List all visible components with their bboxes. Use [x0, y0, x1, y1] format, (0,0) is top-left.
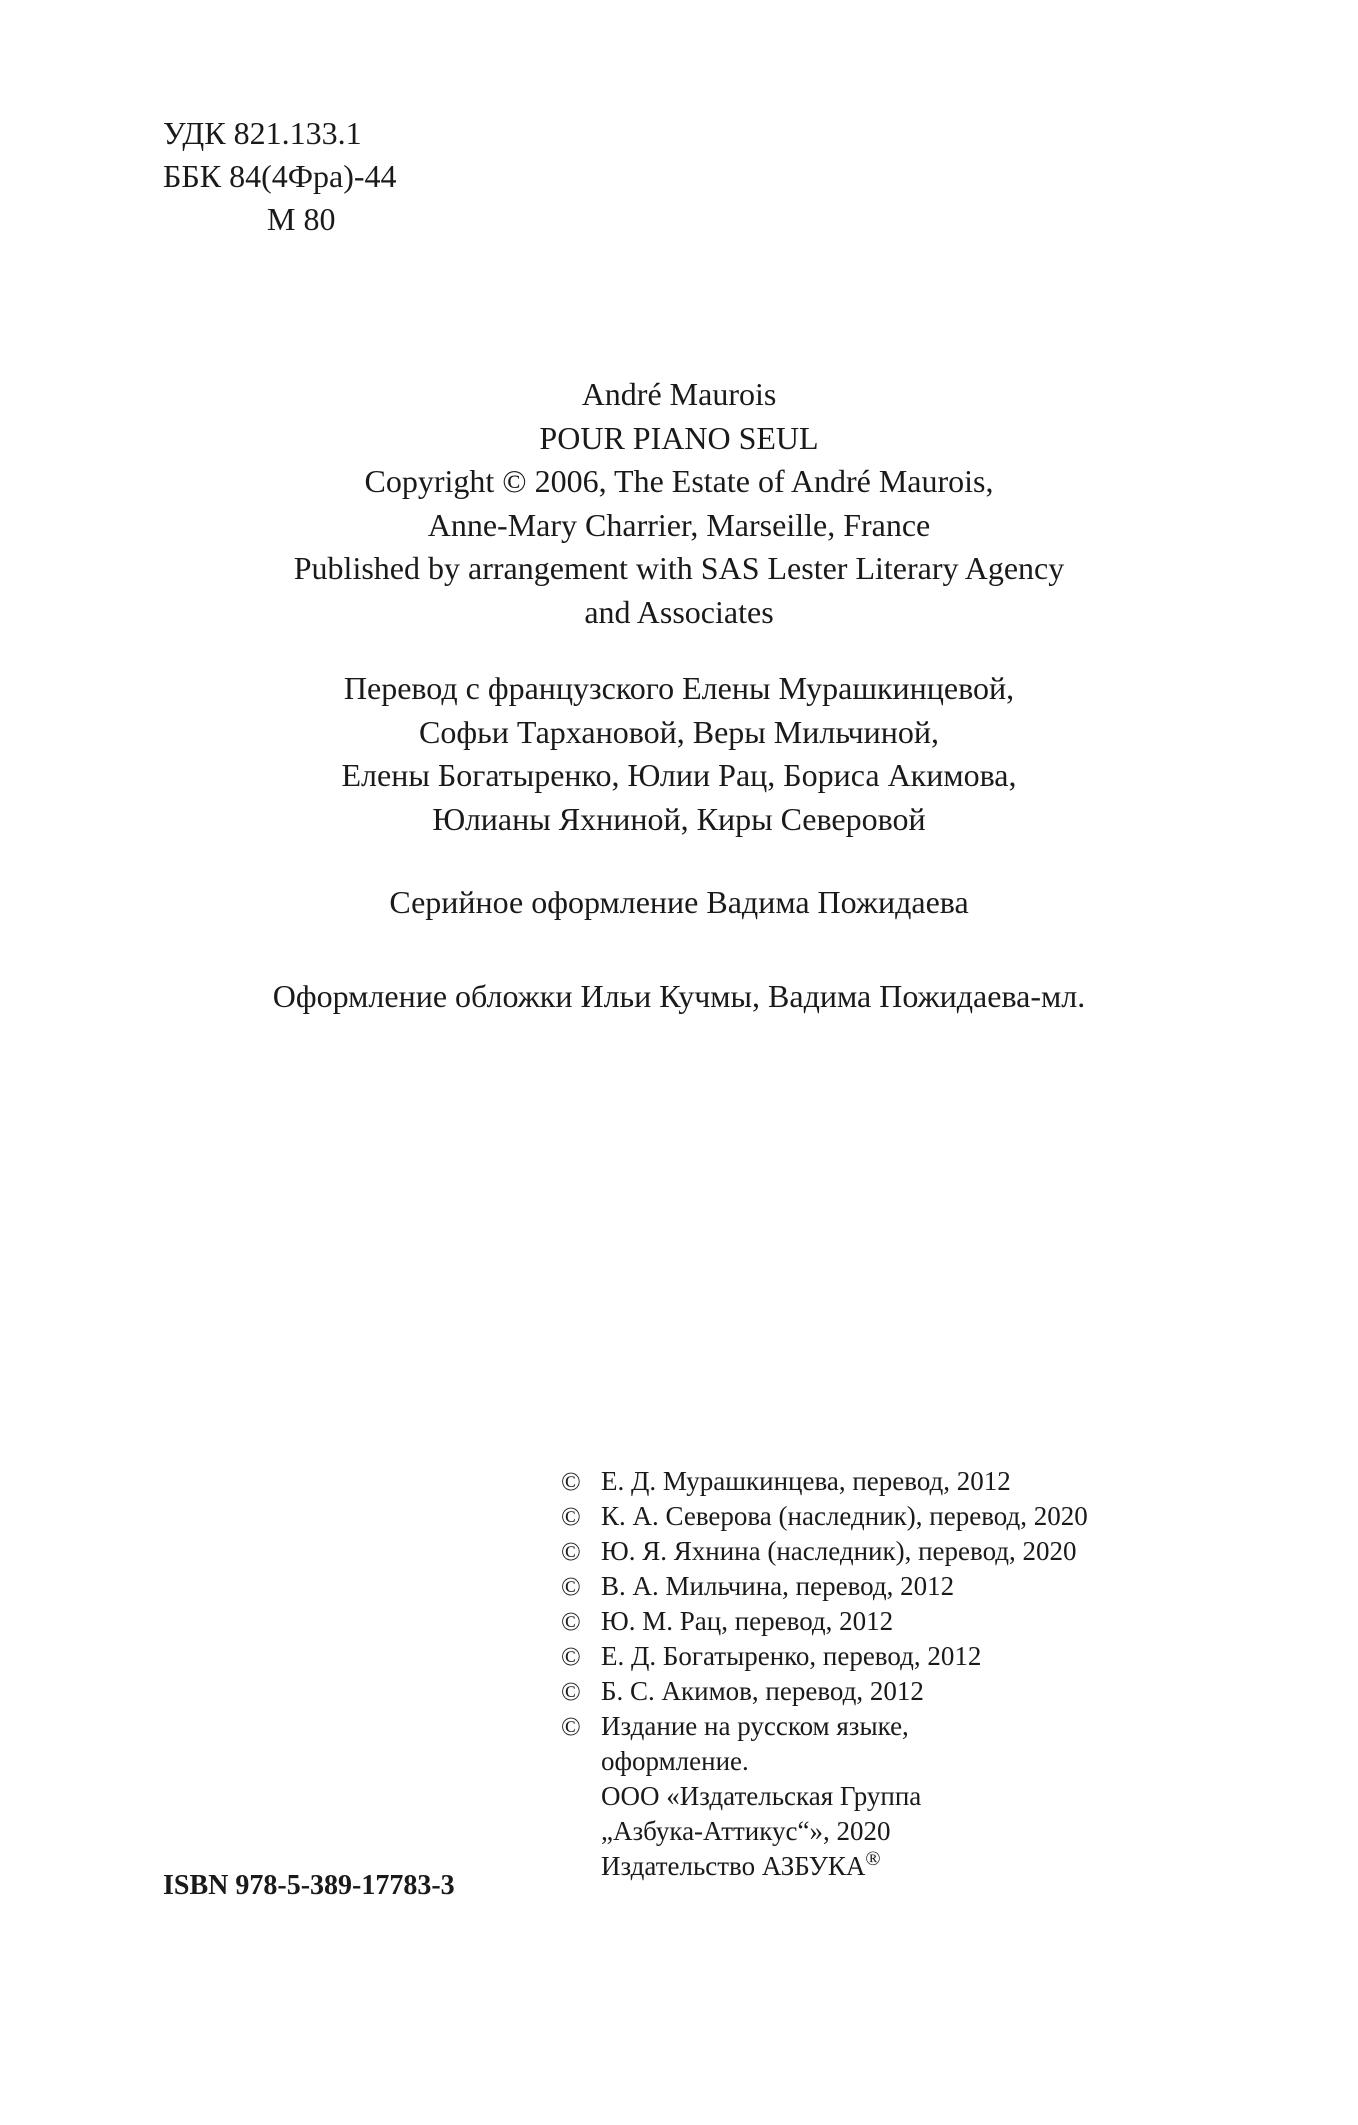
copyright-text: Е. Д. Богатыренко, перевод, 2012 [601, 1641, 982, 1671]
copyright-item [561, 1674, 1088, 1709]
copyright-item [561, 1569, 1088, 1604]
translators-line: Перевод с французского Елены Мурашкинцевой, [343, 670, 1015, 706]
copyright-sign: © [561, 1642, 581, 1671]
copyright-text: Ю. Я. Яхнина (наследник), перевод, 2020 [601, 1536, 1077, 1566]
arrangement-line: and Associates [584, 593, 774, 630]
classification-block [163, 112, 397, 241]
copyright-sign: © [561, 1502, 581, 1531]
cover-design-line: Оформление обложки Ильи Кучмы, Вадима Пожидаева-мл. [272, 978, 1086, 1014]
original-copyright-line: Anne-Mary Charrier, Marseille, France [427, 506, 931, 543]
copyright-sign: © [561, 1712, 581, 1741]
publisher-name: Издательство АЗБУКА [601, 1851, 866, 1881]
copyright-sign: © [561, 1467, 581, 1496]
copyright-text: К. А. Северова (наследник), перевод, 2020 [601, 1501, 1088, 1531]
copyright-item [561, 1709, 1088, 1744]
copyright-item [561, 1604, 1088, 1639]
copyright-sign: © [561, 1607, 581, 1636]
original-title: POUR PIANO SEUL [539, 419, 819, 456]
bbk-code: ББК 84(4Фра)-44 [163, 158, 397, 194]
copyright-continuation: ООО «Издательская Группа [601, 1781, 922, 1811]
registered-mark: ® [865, 1848, 881, 1870]
translators-line: Елены Богатыренко, Юлии Рац, Бориса Акимова, [341, 757, 1017, 793]
copyright-sign: © [561, 1537, 581, 1566]
copyright-sign: © [561, 1677, 581, 1706]
original-edition-block [0, 373, 1358, 634]
copyright-continuation: „Азбука-Аттикус“», 2020 [601, 1816, 891, 1846]
copyright-continuation: оформление. [601, 1746, 749, 1776]
copyright-item [561, 1639, 1088, 1674]
copyright-sign: © [561, 1572, 581, 1601]
udk-code: УДК 821.133.1 [163, 115, 362, 151]
copyright-item [561, 1499, 1088, 1534]
author-mark: М 80 [267, 201, 336, 237]
copyright-text: Б. С. Акимов, перевод, 2012 [601, 1676, 924, 1706]
series-design-credit [0, 881, 1358, 925]
copyright-item [561, 1534, 1088, 1569]
copyright-item [561, 1464, 1088, 1499]
original-author: André Maurois [581, 376, 777, 412]
series-design-line: Серийное оформление Вадима Пожидаева [389, 884, 969, 920]
translators-line: Софьи Тархановой, Веры Мильчиной, [419, 713, 939, 750]
cover-design-credit [0, 975, 1358, 1019]
copyright-text: Ю. М. Рац, перевод, 2012 [601, 1606, 894, 1636]
translators-line: Юлианы Яхниной, Киры Северовой [432, 800, 926, 837]
copyright-text: В. А. Мильчина, перевод, 2012 [601, 1571, 955, 1601]
copyright-text: Е. Д. Мурашкинцева, перевод, 2012 [601, 1466, 1011, 1496]
original-copyright-line: Copyright © 2006, The Estate of André Maurois, [364, 463, 994, 499]
translators-block [0, 667, 1358, 841]
publisher-line [561, 1849, 1088, 1884]
arrangement-line: Published by arrangement with SAS Lester Literary Agency [293, 550, 1065, 586]
copyright-text: Издание на русском языке, [601, 1711, 909, 1741]
copyright-notices [561, 1464, 1088, 1884]
isbn-number: ISBN 978-5-389-17783-3 [163, 1870, 455, 1901]
